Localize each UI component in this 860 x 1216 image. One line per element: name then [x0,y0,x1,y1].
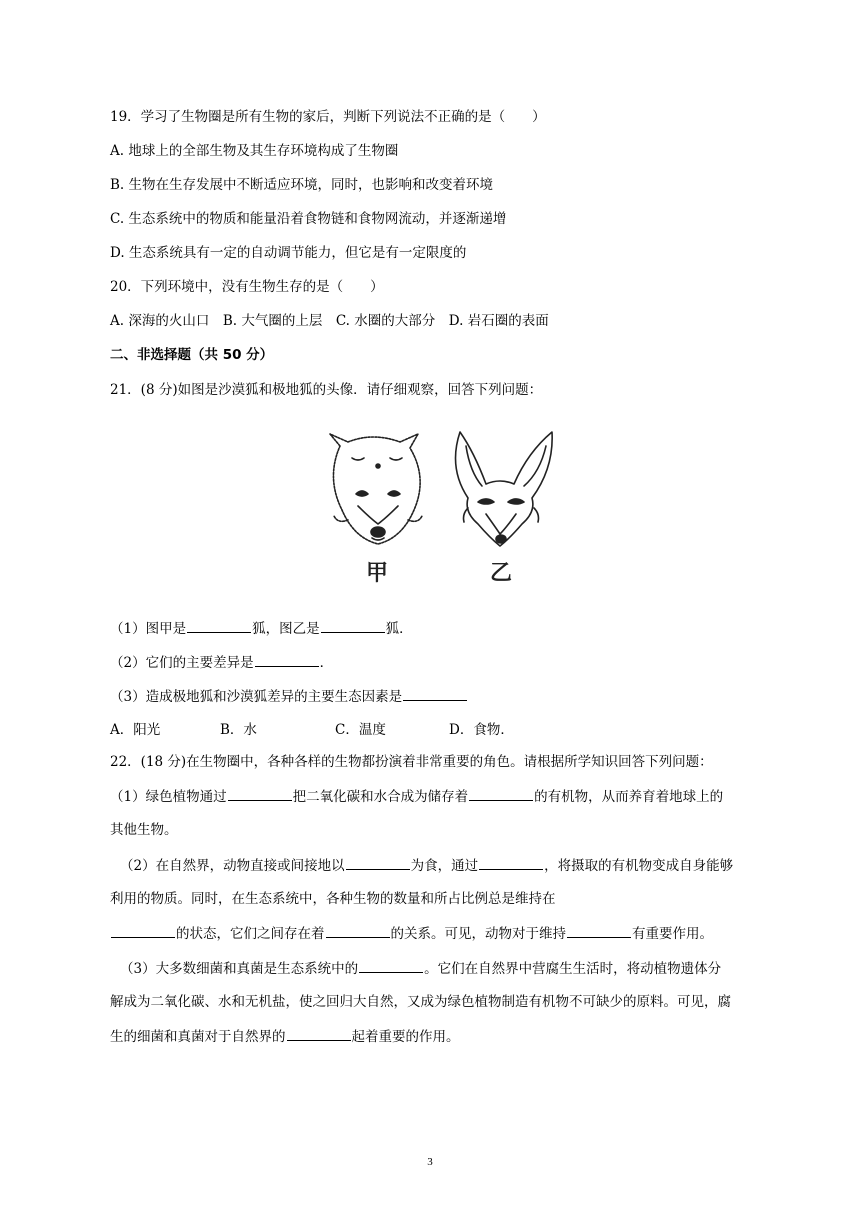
fennec-fox-head-icon [456,432,553,546]
section-header: 二、非选择题（共 50 分） [110,347,274,363]
arctic-fox-head-icon [330,434,422,544]
q22-part3-line1: （3）大多数细菌和真菌是生态系统中的 。它们在自然界中营腐生生活时，将动植物遗体分 [120,958,721,979]
answer-blank[interactable] [111,923,175,938]
q21-part1: （1）图甲是 狐，图乙是 狐． [110,618,413,639]
q19-option-d: D. 生态系统具有一定的自动调节能力，但它是有一定限度的 [110,245,467,261]
fox-label-jia: 甲 [366,561,389,586]
answer-blank[interactable] [403,686,467,701]
q22-part2-line3: 的状态，它们之间存在着 的关系。可见，动物对于维持 有重要作用。 [110,923,713,944]
q20-stem: 20．下列环境中，没有生物生存的是（ ） [110,279,384,295]
q21-options: A．阳光 B．水 C．温度 D．食物． [110,722,514,738]
q22-part2-line2: 利用的物质。同时，在生态系统中，各种生物的数量和所占比例总是维持在 [110,891,556,907]
answer-blank[interactable] [287,1026,351,1041]
q22-part1-line1: （1）绿色植物通过 把二氧化碳和水合成为储存着 的有机物，从而养育着地球上的 [110,786,723,807]
q19-option-a: A. 地球上的全部生物及其生存环境构成了生物圈 [110,143,399,159]
answer-blank[interactable] [326,923,390,938]
fox-heads-figure [318,428,568,588]
answer-blank[interactable] [228,786,292,801]
answer-blank[interactable] [346,855,410,870]
answer-blank[interactable] [255,652,319,667]
answer-blank[interactable] [469,786,533,801]
q22-part3-line3: 生的细菌和真菌对于自然界的 起着重要的作用。 [110,1026,460,1047]
q21-part2: （2）它们的主要差异是 ． [110,652,333,673]
answer-blank[interactable] [359,958,423,973]
answer-blank[interactable] [321,618,385,633]
q22-stem: 22．(18 分)在生物圈中，各种各样的生物都扮演着非常重要的角色。请根据所学知识回答下列问题： [110,754,713,770]
q19-stem: 19．学习了生物圈是所有生物的家后，判断下列说法不正确的是（ ） [110,109,546,125]
page-number: 3 [427,1156,433,1168]
q19-option-b: B. 生物在生存发展中不断适应环境，同时，也影响和改变着环境 [110,177,494,193]
answer-blank[interactable] [567,923,631,938]
answer-blank[interactable] [187,618,251,633]
q20-options: A. 深海的火山口 B. 大气圈的上层 C. 水圈的大部分 D. 岩石圈的表面 [110,313,549,329]
fox-label-yi: 乙 [490,561,513,586]
answer-blank[interactable] [479,855,543,870]
q22-part2-line1: （2）在自然界，动物直接或间接地以 为食，通过 ，将摄取的有机物变成自身能够 [120,855,733,876]
q22-part3-line2: 解成为二氧化碳、水和无机盐，使之回归大自然，又成为绿色植物制造有机物不可缺少的原料。可见，腐 [110,994,731,1010]
q19-option-c: C. 生态系统中的物质和能量沿着食物链和食物网流动，并逐渐递增 [110,211,507,227]
q22-part1-line2: 其他生物。 [110,822,178,838]
q21-stem: 21．(8 分)如图是沙漠狐和极地狐的头像．请仔细观察，回答下列问题： [110,382,543,398]
q21-part3: （3）造成极地狐和沙漠狐差异的主要生态因素是 [110,686,468,707]
